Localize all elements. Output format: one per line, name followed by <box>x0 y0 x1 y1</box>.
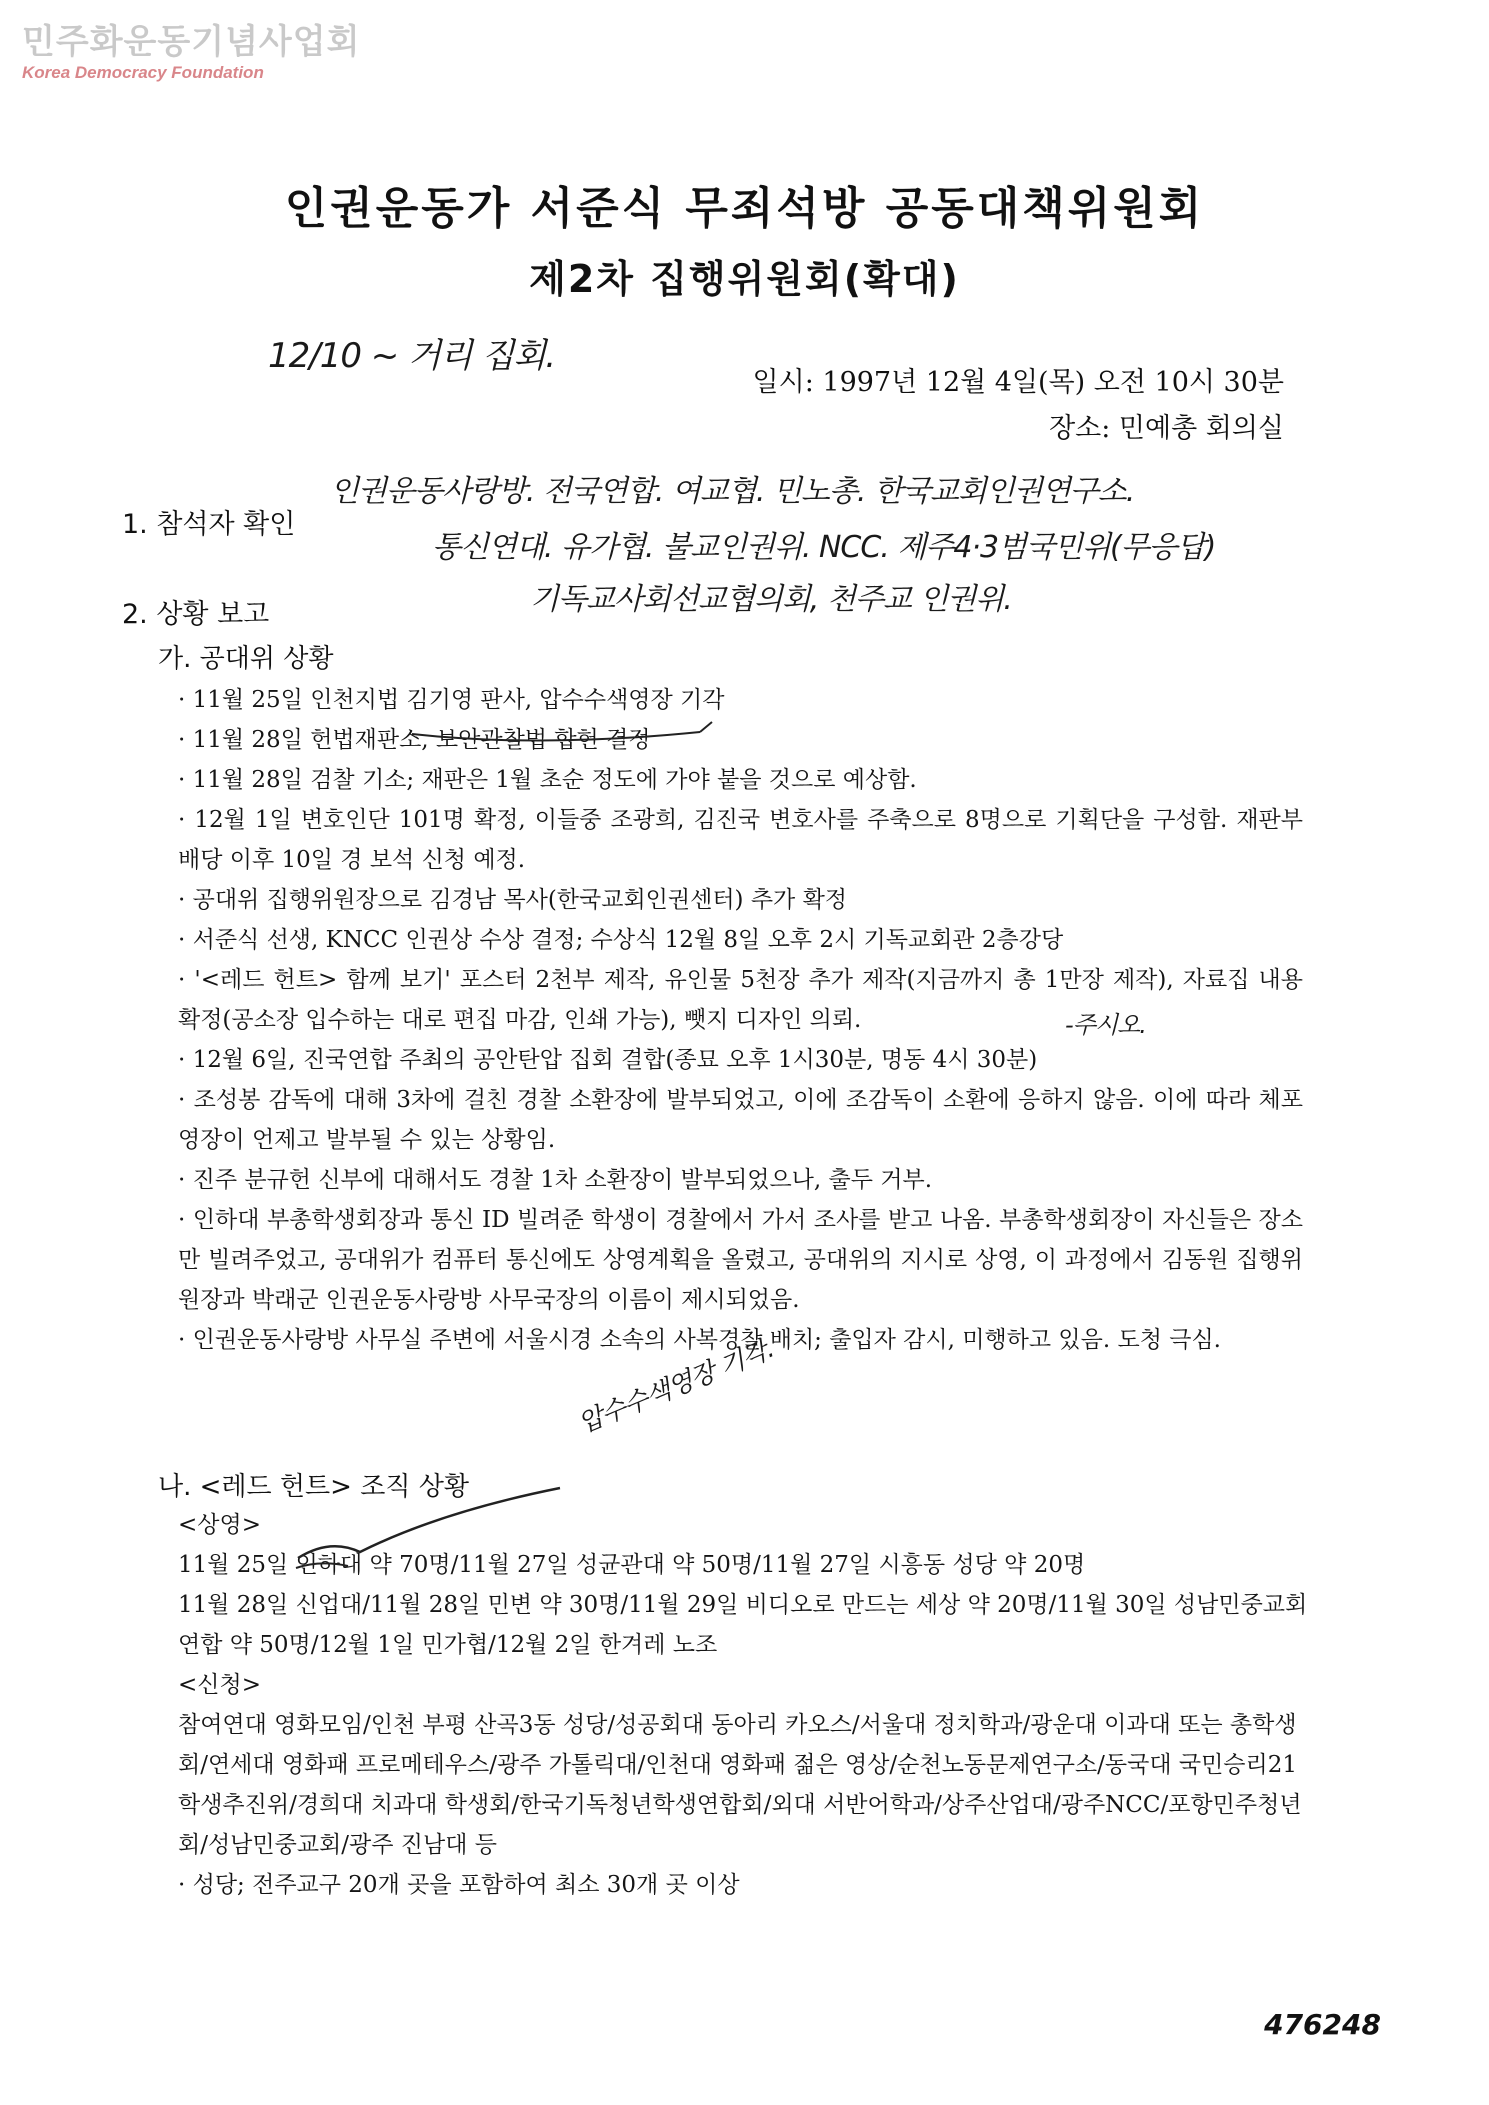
document-subtitle: 제2차 집행위원회(확대) <box>529 257 960 301</box>
status-item: · 진주 분규헌 신부에 대해서도 경찰 1차 소환장이 발부되었으나, 출두 거부. <box>178 1167 932 1193</box>
status-item: · 12월 6일, 진국연합 주최의 공안탄압 집회 결합(종묘 오후 1시30분, 명동 4시 30분) <box>178 1047 1038 1073</box>
status-item: · 서준식 선생, KNCC 인권상 수상 결정; 수상식 12월 8일 오후 2시 기독교회관 2층강당 <box>178 927 1064 953</box>
status-item: · 인권운동사랑방 사무실 주변에 서울시경 소속의 사복경찰 배치; 출입자 감시, 미행하고 있음. 도청 극심. <box>178 1327 1221 1353</box>
watermark-english: Korea Democracy Foundation <box>22 63 264 82</box>
status-item: · 12월 1일 변호인단 101명 확정, 이들중 조광희, 김진국 변호사를 주축으로 8명으로 기획단을 구성함. 재판부 배당 이후 10일 경 보석 신청 예정. <box>178 807 1303 873</box>
handwritten-request-note: -주시오. <box>1065 1011 1146 1039</box>
section-status-report: 2. 상황 보고 <box>122 599 270 630</box>
status-item: · '<레드 헌트> 함께 보기' 포스터 2천부 제작, 유인물 5천장 추가 제작(지금까지 총 1만장 제작), 자료집 내용 확정(공소장 입수하는 대로 편집 마감, 인쇄 가능), 뺏지 디자인 의뢰. <box>178 967 1303 1033</box>
handwritten-raid-note: 압수수색영장 기각. <box>574 1333 778 1440</box>
screening-label: <상영> <box>178 1512 261 1538</box>
annotation-arrow-mark <box>298 1488 560 1558</box>
requests-list: 참여연대 영화모임/인천 부평 산곡3동 성당/성공회대 동아리 카오스/서울대 정치학과/광운대 이과대 또는 총학생회/연세대 영화패 프로메테우스/광주 가톨릭대/인천대 영화패 젊은 영상/순천노동문제연구소/동국대 국민승리21 학생추진위/경희대 치과대 학생회/한국기독청년학생연합회/외대 서반어학과/상주산업대/광주NCC/포항민주청년회/성남민중교회/광주 진남대 등 <box>178 1712 1302 1858</box>
subsection-red-hunt-status: 나. <레드 헌트> 조직 상황 <box>158 1472 469 1502</box>
status-item: · 11월 28일 검찰 기소; 재판은 1월 초순 정도에 가야 붙을 것으로 예상함. <box>178 767 917 793</box>
underline-mark <box>412 732 700 741</box>
status-item: · 조성봉 감독에 대해 3차에 걸친 경찰 소환장에 발부되었고, 이에 조감독이 소환에 응하지 않음. 이에 따라 체포영장이 언제고 발부될 수 있는 상황임. <box>178 1087 1303 1153</box>
status-item: · 인하대 부총학생회장과 통신 ID 빌려준 학생이 경찰에서 가서 조사를 받고 나옴. 부총학생회장이 자신들은 장소만 빌려주었고, 공대위가 컴퓨터 통신에도 상영계획을 올렸고, 공대위의 지시로 상영, 이 과정에서 김동원 집행위원장과 박래군 인권운동사랑방 사무국장의 이름이 제시되었음. <box>178 1207 1303 1313</box>
handwritten-page-number: 476248 <box>1264 2008 1381 2041</box>
handwritten-attendees-line-2: 통신연대. 유가협. 불교인권위. NCC. 제주4·3범국민위(무응답) <box>432 530 1216 565</box>
status-item: · 11월 28일 헌법재판소, 보안관찰법 합헌 결정 <box>178 727 651 753</box>
meeting-date: 일시: 1997년 12월 4일(목) 오전 10시 30분 <box>752 367 1284 398</box>
handwritten-attendees-line-3: 기독교사회선교협의회, 천주교 인권위. <box>530 582 1012 617</box>
requests-label: <신청> <box>178 1672 261 1698</box>
status-item: · 공대위 집행위원장으로 김경남 목사(한국교회인권센터) 추가 확정 <box>178 887 848 913</box>
section-attendance: 1. 참석자 확인 <box>122 509 296 540</box>
watermark-korean: 민주화운동기념사업회 <box>22 22 361 62</box>
requests-note: · 성당; 전주교구 20개 곳을 포함하여 최소 30개 곳 이상 <box>178 1872 740 1898</box>
underline-tick-mark <box>700 722 712 732</box>
handwritten-attendees-line-1: 인권운동사랑방. 전국연합. 여교협. 민노총. 한국교회인권연구소. <box>330 474 1135 509</box>
document-title: 인권운동가 서준식 무죄석방 공동대책위원회 <box>284 183 1205 234</box>
subsection-committee-status: 가. 공대위 상황 <box>158 644 334 674</box>
screening-line: 11월 25일 인하대 약 70명/11월 27일 성균관대 약 50명/11월 27일 시흥동 성당 약 20명 <box>178 1552 1086 1578</box>
meeting-place: 장소: 민예총 회의실 <box>1049 413 1284 444</box>
underline-mark <box>296 1563 348 1568</box>
handwritten-rally-note: 12/10 ~ 거리 집회. <box>268 336 556 376</box>
screening-line: 11월 28일 신업대/11월 28일 민변 약 30명/11월 29일 비디오로 만드는 세상 약 20명/11월 30일 성남민중교회연합 약 50명/12월 1일 민가협/12월 2일 한겨레 노조 <box>178 1592 1308 1658</box>
status-item: · 11월 25일 인천지법 김기영 판사, 압수수색영장 기각 <box>178 687 725 713</box>
